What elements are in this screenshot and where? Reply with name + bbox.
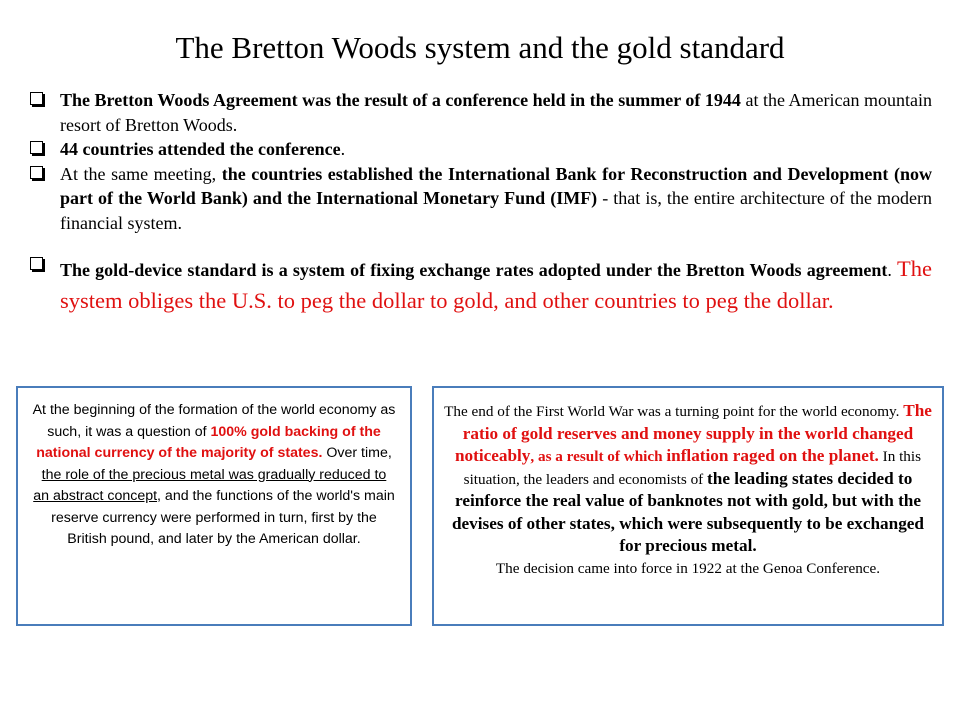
checkbox-bullet-icon xyxy=(30,166,43,179)
panel-text: The decision came into force in 1922 at the Genoa Conference. xyxy=(495,559,881,577)
panel-underlined-text: the role of the precious metal was gradually reduced to an abstract concept xyxy=(33,466,387,504)
bullet-item xyxy=(30,137,932,162)
bullet-text: . xyxy=(887,260,898,280)
panel-text: In this situation, the leaders and economists of xyxy=(463,448,922,488)
panel-bold-text: the leading states decided to reinforce the real value of banknotes not with gold, but with the devises of other states, which were subsequently to be exchanged for precious metal. xyxy=(451,468,924,555)
bullet-text: At the same meeting, xyxy=(60,163,222,184)
panel-red-text: The ratio of gold reserves and money supply in the world changed noticeably xyxy=(454,401,932,465)
panel-red-text: inflation raged on the planet. xyxy=(666,446,879,465)
panel-red-text: , as a result of which xyxy=(530,448,667,465)
bullet-bold-text: The gold-device standard is a system of fixing exchange rates adopted under the Bretton Woods agreement xyxy=(60,260,888,280)
bullet-text: . xyxy=(340,139,346,159)
checkbox-bullet-icon xyxy=(30,141,43,154)
bullet-item xyxy=(30,253,932,317)
bullet-bold-text: 44 countries attended the conference xyxy=(60,139,341,159)
bullet-list xyxy=(30,88,932,317)
panel-text: Over time, xyxy=(322,445,392,461)
panel-text: , and the functions of the world's main reserve currency were performed in turn, first by the British pound, and later by the American dollar. xyxy=(51,488,395,547)
bullet-text: at the American mountain resort of Bretton Woods. xyxy=(60,90,932,135)
left-text-panel xyxy=(16,386,412,626)
bullet-red-text: The system obliges the U.S. to peg the dollar to gold, and other countries to peg the dollar. xyxy=(60,256,933,313)
checkbox-bullet-icon xyxy=(30,92,43,105)
checkbox-bullet-icon xyxy=(30,257,43,270)
panel-text: At the beginning of the formation of the world economy as such, it was a question of xyxy=(32,402,396,440)
bullet-item xyxy=(30,162,932,236)
bullet-bold-text: the countries established the International Bank for Reconstruction and Development (now part of the World Bank) and the International Monetary Fund (IMF) xyxy=(60,163,932,208)
right-text-panel xyxy=(432,386,944,626)
panel-text: The end of the First World War was a turning point for the world economy. xyxy=(444,403,904,420)
bullet-item xyxy=(30,88,932,137)
panel-red-text: 100% gold backing of the national currency of the majority of states. xyxy=(36,423,381,461)
bullet-bold-text: The Bretton Woods Agreement was the result of a conference held in the summer of 1944 xyxy=(60,90,741,110)
bullet-text: - that is, the entire architecture of the modern financial system. xyxy=(60,188,932,233)
slide-title: The Bretton Woods system and the gold standard xyxy=(175,30,785,65)
